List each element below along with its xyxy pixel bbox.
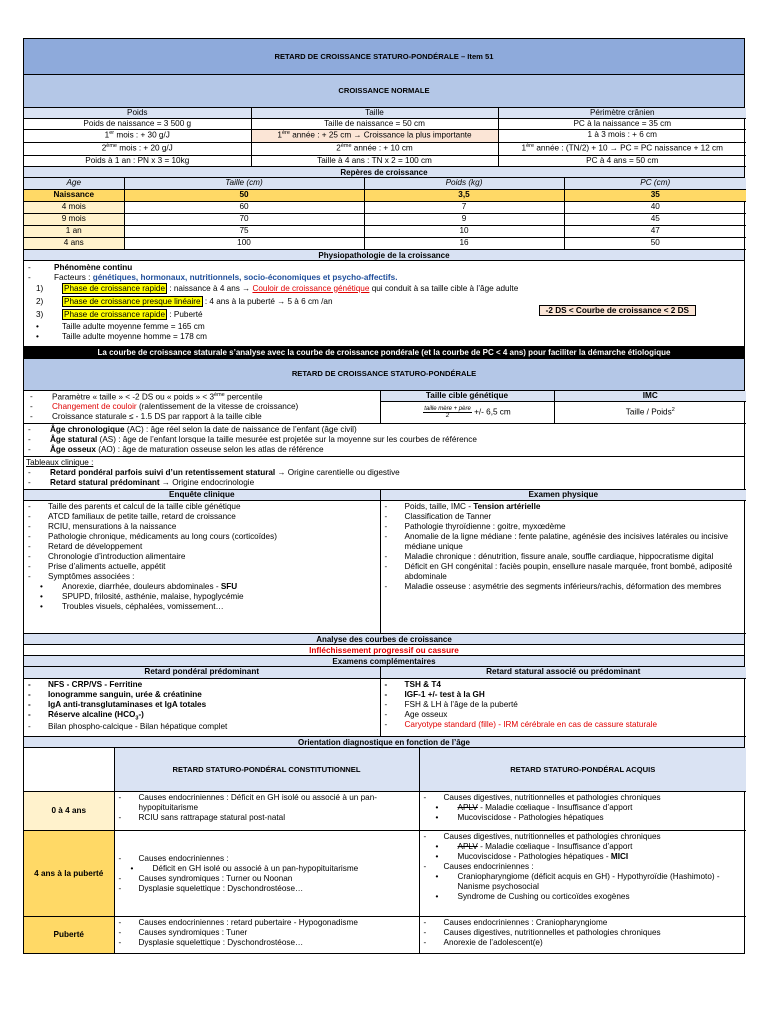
- list-item: - Prise d’aliments actuelle, appétit: [28, 562, 166, 571]
- poids-1-an: Poids à 1 an : PN x 3 = 10kg: [24, 156, 251, 167]
- pc-1-3-mois: 1 à 3 mois : + 6 cm: [498, 130, 746, 143]
- poids-1er-mois: 1er mois : + 30 g/J: [24, 130, 251, 143]
- list-item: - Âge osseux (AO) : âge de maturation osseuse selon les atlas de référence: [28, 445, 324, 454]
- poids-2eme-mois: 2ème mois : + 20 g/J: [24, 143, 251, 156]
- poids-naissance: Poids de naissance = 3 500 g: [24, 119, 251, 130]
- examens-right-header: Retard statural associé ou prédominant: [380, 667, 746, 678]
- list-item: • APLV - Maladie cœliaque - Insuffisance d’apport: [435, 842, 633, 851]
- list-item: - Anorexie de l’adolescent(e): [423, 938, 543, 947]
- col-poids: Poids: [24, 108, 251, 119]
- examen-list: [380, 501, 746, 634]
- list-item: - RCIU sans rattrapage statural post-natal: [118, 813, 286, 822]
- list-item: - Causes endocriniennes :: [423, 862, 534, 871]
- imc-formula: Taille / Poids$^2$: [554, 402, 746, 424]
- table-cell: 9: [364, 213, 564, 225]
- examens-right-list: [380, 678, 746, 736]
- taille-cible-header: Taille cible génétique: [380, 391, 554, 402]
- phase-item: 2) Phase de croissance presque linéaire : 4 ans à la puberté → 5 à 6 cm /an: [36, 296, 333, 306]
- list-item: - NFS - CRP/VS - Ferritine: [28, 679, 143, 689]
- tableaux-section: [24, 457, 744, 489]
- list-item: - Causes digestives, nutritionnelles et pathologies chroniques: [423, 928, 661, 937]
- retard-header: RETARD DE CROISSANCE STATURO-PONDÉRALE: [24, 358, 744, 391]
- col-pc: Périmètre crânien: [498, 108, 746, 119]
- col-age: Age: [24, 178, 124, 189]
- list-item: - Facteurs : génétiques, hormonaux, nutritionnels, socio-économiques et psycho-affectifs.: [28, 272, 398, 282]
- list-item: - IgA anti-transglutaminases et IgA totales: [28, 699, 207, 709]
- list-item: • Troubles visuels, céphalées, vomissement…: [40, 602, 224, 611]
- list-item: • Craniopharyngiome (déficit acquis en GH) - Hypothyroïdie (Hashimoto) - Nanisme psychosocial: [435, 872, 720, 891]
- list-item: - Classification de Tanner: [384, 512, 492, 521]
- pc-naissance: PC à la naissance = 35 cm: [498, 119, 746, 130]
- croissance-normale-table: [24, 108, 746, 167]
- table-cell: 50: [564, 237, 746, 249]
- table-cell: 1 an: [24, 225, 124, 237]
- list-item: - Causes syndromiques : Tuner: [118, 928, 248, 937]
- acquis-puberte: [419, 917, 746, 953]
- list-item: - Déficit en GH congénital : faciès poupin, ensellure nasale marquée, front bombé, adiposité abdominale: [384, 562, 733, 581]
- list-item: - Croissance staturale ≤ - 1.5 DS par rapport à la taille cible: [30, 412, 262, 422]
- list-item: • Mucoviscidose - Pathologies hépatiques - MICI: [435, 852, 629, 861]
- col-taille: Taille: [251, 108, 498, 119]
- page-title: RETARD DE CROISSANCE STATURO-PONDÉRALE – Item 51: [24, 39, 744, 75]
- blank-corner: [24, 748, 114, 792]
- age-puberte: Puberté: [24, 917, 114, 953]
- acquis-0-4: [419, 792, 746, 831]
- table-cell: 4 mois: [24, 201, 124, 213]
- phase-item: 3) Phase de croissance rapide : Puberté: [36, 309, 203, 319]
- col-acquis: RETARD STATURO-PONDÉRAL ACQUIS: [419, 748, 746, 792]
- list-item: - Causes digestives, nutritionnelles et pathologies chroniques: [423, 832, 661, 841]
- table-cell: 7: [364, 201, 564, 213]
- list-item: - IGF-1 +/- test à la GH: [384, 689, 485, 699]
- pc-4-ans: PC à 4 ans = 50 cm: [498, 156, 746, 167]
- list-item: - Maladie chronique : dénutrition, fissure anale, souffle cardiaque, hippocratisme digital: [384, 552, 714, 561]
- phase-item: 1) Phase de croissance rapide : naissance à 4 ans → Couloir de croissance génétique qui conduit à sa taille cible à l’âge adulte: [36, 283, 519, 293]
- table-cell: 3,5: [364, 189, 564, 201]
- table-cell: 10: [364, 225, 564, 237]
- list-item: - Âge chronologique (AC) : âge réel selon la date de naissance de l’enfant (âge civil): [28, 425, 357, 434]
- table-cell: 50: [124, 189, 364, 201]
- table-cell: 60: [124, 201, 364, 213]
- list-item: - Causes endocriniennes : Déficit en GH isolé ou associé à un pan-hypopituitarisme: [118, 793, 377, 812]
- examens-left-list: [24, 678, 380, 736]
- list-item: - Âge statural (AS) : âge de l’enfant lorsque la taille mesurée est projetée sur la moyenne sur les courbes de référence: [28, 435, 477, 444]
- pc-1ere-annee: 1ère année : (TN/2) + 10 → PC = PC naissance + 12 cm: [498, 143, 746, 156]
- examens-table: [24, 667, 746, 737]
- croissance-normale-header: CROISSANCE NORMALE: [24, 75, 744, 108]
- list-item: - Phénomène continu: [28, 262, 133, 272]
- list-item: • Anorexie, diarrhée, douleurs abdominales - SFU: [40, 582, 238, 591]
- retard-definition-table: [24, 391, 746, 425]
- acquis-4-puberte: [419, 831, 746, 917]
- table-cell: 45: [564, 213, 746, 225]
- table-cell: 16: [364, 237, 564, 249]
- orientation-header: Orientation diagnostique en fonction de l’âge: [24, 737, 744, 748]
- enquete-examen-table: [24, 489, 746, 634]
- definition-cell: [24, 391, 380, 424]
- age-0-4: 0 à 4 ans: [24, 792, 114, 831]
- col-poids-kg: Poids (kg): [364, 178, 564, 189]
- table-cell: 4 ans: [24, 237, 124, 249]
- list-item: - Symptômes associées :: [28, 572, 135, 581]
- examens-left-header: Retard pondéral prédominant: [24, 667, 380, 678]
- list-item: - Causes endocriniennes : retard pubertaire - Hypogonadisme: [118, 918, 358, 927]
- analyse-text: Infléchissement progressif ou cassure: [24, 645, 744, 656]
- list-item: • APLV - Maladie cœliaque - Insuffisance d’apport: [435, 803, 633, 812]
- age-4-puberte: 4 ans à la puberté: [24, 831, 114, 917]
- physiopathologie-section: [24, 261, 744, 347]
- taille-naissance: Taille de naissance = 50 cm: [251, 119, 498, 130]
- tableaux-label: Tableaux clinique :: [26, 458, 94, 467]
- col-pc-cm: PC (cm): [564, 178, 746, 189]
- list-item: - Chronologie d’introduction alimentaire: [28, 552, 186, 561]
- ds-range-box: -2 DS < Courbe de croissance < 2 DS: [539, 305, 696, 316]
- list-item: - Pathologie chronique, médicaments au long cours (corticoïdes): [28, 532, 277, 541]
- enquete-list: [24, 501, 380, 634]
- col-taille-cm: Taille (cm): [124, 178, 364, 189]
- list-item: • Déficit en GH isolé ou associé à un pan-hypopituitarisme: [130, 863, 359, 873]
- orientation-table: [24, 748, 746, 953]
- analyse-header: Analyse des courbes de croissance: [24, 634, 744, 645]
- taille-cible-formula: $\frac{\text{taille mère + père}}{2}$ +/- 6,5 cm: [380, 402, 554, 424]
- list-item: - Ionogramme sanguin, urée & créatinine: [28, 689, 202, 699]
- list-item: - Paramètre « taille » < -2 DS ou « poids » < 3ème percentile: [30, 391, 263, 402]
- list-item: - Causes syndromiques : Turner ou Noonan: [118, 873, 293, 883]
- list-item: - Dysplasie squelettique : Dyschondrostéose…: [118, 883, 304, 893]
- table-cell: 9 mois: [24, 213, 124, 225]
- constitutionnel-0-4: [114, 792, 419, 831]
- list-item: - Changement de couloir (ralentissement de la vitesse de croissance): [30, 402, 299, 412]
- list-item: - Taille des parents et calcul de la taille cible génétique: [28, 502, 241, 511]
- list-item: - FSH & LH à l’âge de la puberté: [384, 699, 518, 709]
- fiche-item-51: [23, 38, 745, 954]
- list-item: - TSH & T4: [384, 679, 441, 689]
- reperes-header: Repères de croissance: [24, 167, 744, 178]
- col-constitutionnel: RETARD STATURO-PONDÉRAL CONSTITUTIONNEL: [114, 748, 419, 792]
- list-item: - Anomalie de la ligne médiane : fente palatine, agénésie des incisives latérales ou incisive médiane unique: [384, 532, 729, 551]
- table-cell: 47: [564, 225, 746, 237]
- examens-header: Examens complémentaires: [24, 656, 744, 667]
- list-item: - ATCD familiaux de petite taille, retard de croissance: [28, 512, 236, 521]
- list-item: - Causes digestives, nutritionnelles et pathologies chroniques: [423, 793, 661, 802]
- taille-2eme-annee: 2ème année : + 10 cm: [251, 143, 498, 156]
- constitutionnel-puberte: [114, 917, 419, 953]
- list-item: • Taille adulte moyenne femme = 165 cm: [36, 321, 205, 331]
- table-cell: 40: [564, 201, 746, 213]
- physiopathologie-header: Physiopathologie de la croissance: [24, 250, 744, 261]
- list-item: - Dysplasie squelettique : Dyschondrostéose…: [118, 938, 304, 947]
- list-item: - Caryotype standard (fille) - IRM cérébrale en cas de cassure staturale: [384, 719, 658, 729]
- list-item: - Age osseux: [384, 709, 448, 719]
- list-item: - Causes endocriniennes :: [118, 853, 229, 863]
- list-item: - Retard de développement: [28, 542, 143, 551]
- list-item: • Taille adulte moyenne homme = 178 cm: [36, 331, 207, 341]
- examen-header: Examen physique: [380, 490, 746, 501]
- list-item: - Réserve alcaline $(HCO_3-)$: [28, 709, 144, 722]
- table-cell: 75: [124, 225, 364, 237]
- list-item: - Bilan phospho-calcique - Bilan hépatique complet: [28, 721, 228, 731]
- courbe-note-band: La courbe de croissance staturale s’analyse avec la courbe de croissance pondérale (et la courbe de PC < 4 ans) pour faciliter la démarche étiologique: [24, 347, 744, 358]
- list-item: - Retard pondéral parfois suivi d’un retentissement statural → Origine carentielle ou digestive: [28, 468, 400, 477]
- list-item: - Causes endocriniennes : Craniopharyngiome: [423, 918, 608, 927]
- list-item: • Syndrome de Cushing ou corticoïdes exogènes: [435, 892, 630, 901]
- table-cell: 70: [124, 213, 364, 225]
- list-item: • SPUPD, frilosité, asthénie, malaise, hypoglycémie: [40, 592, 244, 601]
- table-cell: Naissance: [24, 189, 124, 201]
- taille-4-ans: Taille à 4 ans : TN x 2 = 100 cm: [251, 156, 498, 167]
- list-item: - Pathologie thyroïdienne : goitre, myxœdème: [384, 522, 566, 531]
- ages-section: [24, 424, 744, 457]
- table-cell: 35: [564, 189, 746, 201]
- list-item: - Retard statural prédominant → Origine endocrinologie: [28, 478, 255, 487]
- list-item: - Maladie osseuse : asymétrie des segments inférieurs/rachis, déformation des membres: [384, 582, 722, 591]
- enquete-header: Enquête clinique: [24, 490, 380, 501]
- imc-header: IMC: [554, 391, 746, 402]
- taille-1ere-annee: 1ère année : + 25 cm → Croissance la plus importante: [251, 130, 498, 143]
- table-cell: 100: [124, 237, 364, 249]
- list-item: - RCIU, mensurations à la naissance: [28, 522, 177, 531]
- constitutionnel-4-puberte: [114, 831, 419, 917]
- list-item: - Poids, taille, IMC - Tension artérielle: [384, 502, 541, 511]
- list-item: • Mucoviscidose - Pathologies hépatiques: [435, 813, 604, 822]
- reperes-table: [24, 178, 746, 250]
